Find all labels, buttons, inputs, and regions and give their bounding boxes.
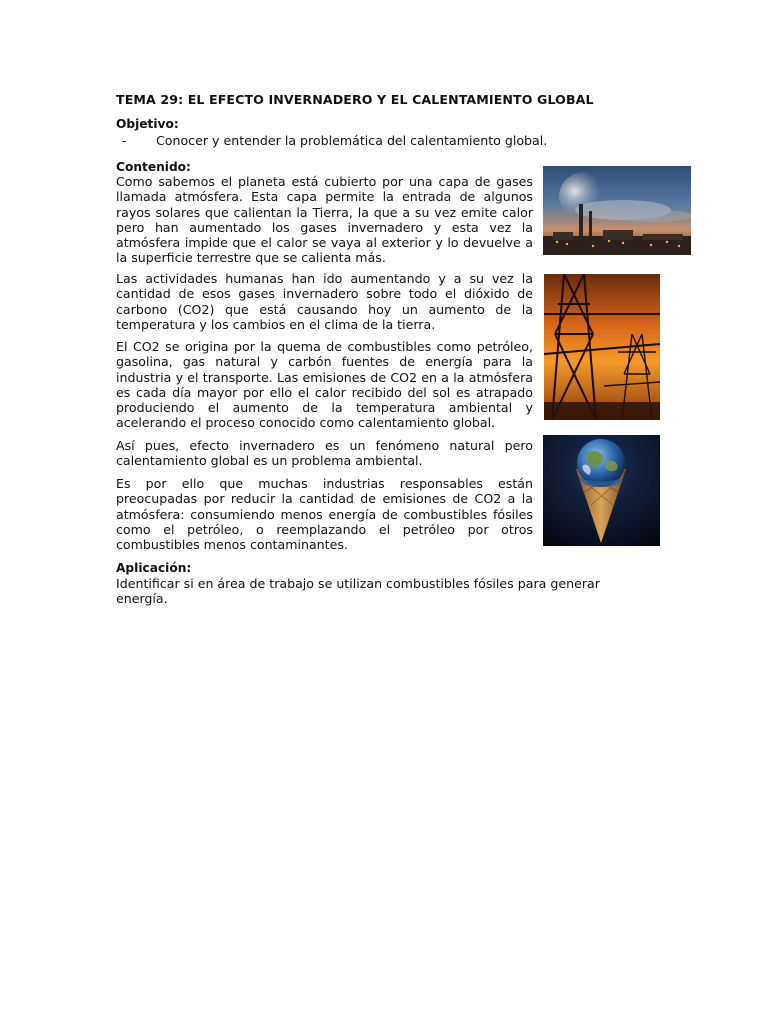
power-tower-photo (544, 274, 660, 420)
content-heading: Contenido: (116, 160, 191, 174)
application-heading: Aplicación: (116, 561, 192, 575)
document-title: TEMA 29: EL EFECTO INVERNADERO Y EL CALENTAMIENTO GLOBAL (116, 92, 594, 107)
content-paragraph-2: Las actividades humanas han ido aumentando y a su vez la cantidad de esos gases invernadero sobre todo el dióxido de carbono (CO2) que está causando hoy un aumento de la temperatura y los cambios en el clima de la tierra. (116, 271, 533, 332)
content-paragraph-4: Así pues, efecto invernadero es un fenómeno natural pero calentamiento global es un problema ambiental. (116, 438, 533, 469)
bullet-dash: - (122, 133, 127, 148)
content-paragraph-1: Como sabemos el planeta está cubierto por una capa de gases llamada atmósfera. Esta capa permite la entrada de algunos rayos solares que calientan la Tierra, la que a su vez emite calor pero han aumentado los gases invernadero y esta vez la atmósfera impide que el calor se vaya al exterior y lo devuelve a la superficie terrestre que se calienta más. (116, 174, 533, 266)
smokestack-photo (543, 166, 691, 255)
objective-item (122, 133, 547, 148)
content-paragraph-3: El CO2 se origina por la quema de combustibles como petróleo, gasolina, gas natural y carbón fuentes de energía para la industria y el transporte. Las emisiones de CO2 en a la atmósfera es cada día mayor por ello el calor recibido del sol es atrapado produciendo el aumento de la temperatura ambiental y acelerando el proceso conocido como calentamiento global. (116, 339, 533, 431)
melting-earth-cone-photo (543, 435, 660, 546)
application-text: Identificar si en área de trabajo se utilizan combustibles fósiles para generar energía. (116, 576, 600, 607)
content-paragraph-5: Es por ello que muchas industrias responsables están preocupadas por reducir la cantidad de emisiones de CO2 a la atmósfera: consumiendo menos energía de combustibles fósiles como el petróleo, o reemplazando el petróleo por otros combustibles menos contaminantes. (116, 476, 533, 553)
objective-heading: Objetivo: (116, 117, 179, 131)
objective-text: Conocer y entender la problemática del calentamiento global. (156, 133, 548, 148)
